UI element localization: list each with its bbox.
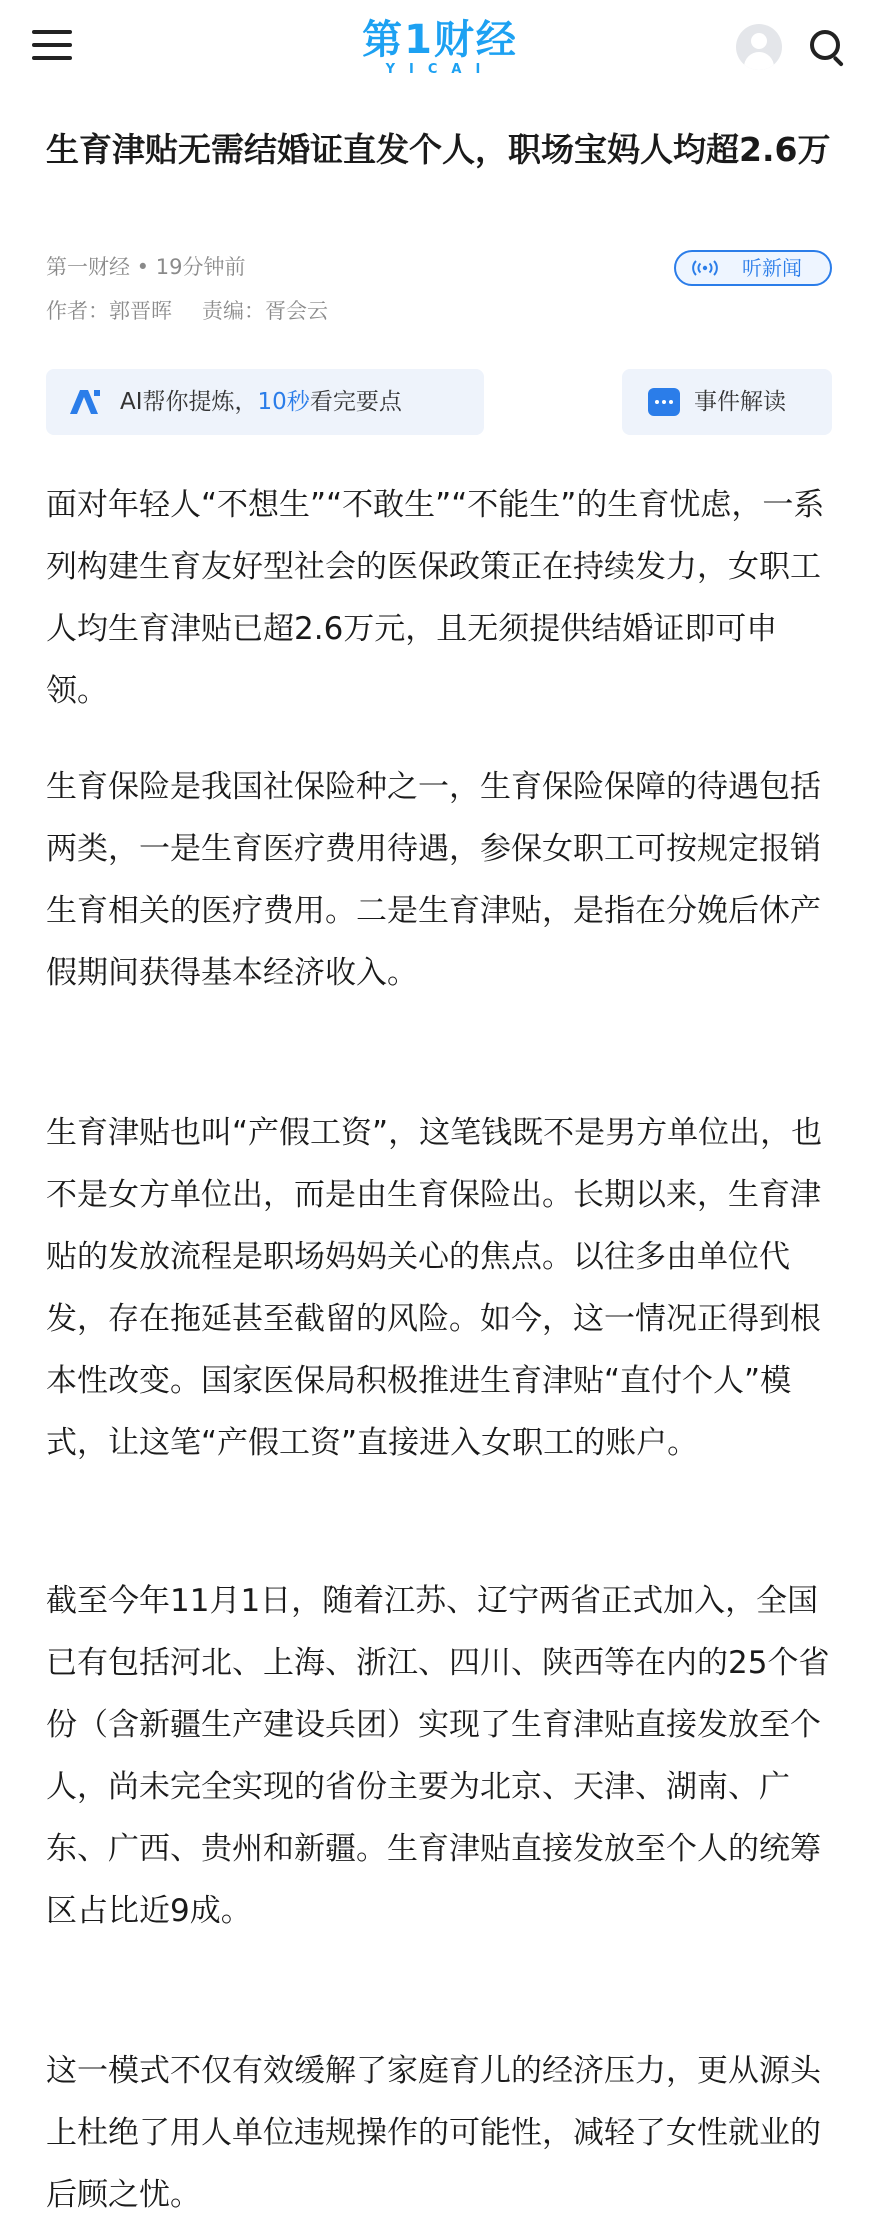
article-paragraph-3: 生育津贴也叫“产假工资”，这笔钱既不是男方单位出，也不是女方单位出，而是由生育保险出。长期以来，生育津贴的发放流程是职场妈妈关心的焦点。以往多由单位代发，存在拖延甚至截留的风险。如今，这一情况正得到根本性改变。国家医保局积极推进生育津贴“直付个人”模式，让这笔“产假工资”直接进入女职工的账户。 (46, 1115, 823, 1461)
listen-news-button[interactable] (674, 250, 832, 286)
ai-icon (68, 388, 102, 416)
event-interpretation-label: 事件解读 (694, 389, 786, 415)
article-paragraph-4: 截至今年11月1日，随着江苏、辽宁两省正式加入，全国已有包括河北、上海、浙江、四川、陕西等在内的25个省份（含新疆生产建设兵团）实现了生育津贴直接发放至个人，尚未完全实现的省份主要为北京、天津、湖南、广东、广西、贵州和新疆。生育津贴直接发放至个人的统筹区占比近9成。 (46, 1583, 830, 1929)
article-paragraph-2: 生育保险是我国社保险种之一，生育保险保障的待遇包括两类，一是生育医疗费用待遇，参保女职工可按规定报销生育相关的医疗费用。二是生育津贴，是指在分娩后休产假期间获得基本经济收入。 (46, 769, 821, 991)
logo-sub-text: YICAI (385, 62, 495, 77)
ai-summary-text: AI帮你提炼，10秒看完要点 (120, 389, 402, 415)
listen-news-label: 听新闻 (742, 256, 802, 280)
article-paragraph-1: 面对年轻人“不想生”“不敢生”“不能生”的生育忧虑，一系列构建生育友好型社会的医保政策正在持续发力，女职工人均生育津贴已超2.6万元，且无须提供结婚证即可申领。 (46, 487, 825, 709)
top-bar (0, 0, 880, 96)
yicai-logo[interactable] (340, 18, 540, 82)
chat-bubble-icon (648, 388, 680, 416)
editor: 责编：胥会云 (202, 299, 328, 323)
source-time: 第一财经 • 19分钟前 (46, 255, 246, 279)
menu-icon[interactable] (32, 30, 72, 60)
article-title: 生育津贴无需结婚证直发个人，职场宝妈人均超2.6万 (46, 130, 831, 169)
avatar-icon[interactable] (736, 24, 782, 70)
ai-summary-button[interactable] (46, 369, 484, 435)
sound-wave-icon (690, 260, 720, 276)
article-paragraph-5: 这一模式不仅有效缓解了家庭育儿的经济压力，更从源头上杜绝了用人单位违规操作的可能性，减轻了女性就业的后顾之忧。 (46, 2053, 821, 2213)
byline (46, 296, 328, 326)
event-interpretation-button[interactable] (622, 369, 832, 435)
author: 作者：郭晋晖 (46, 299, 172, 323)
logo-main-text: 第1财经 (362, 17, 518, 63)
ai-summary-highlight: 10秒 (257, 389, 310, 415)
search-icon[interactable] (808, 28, 848, 68)
